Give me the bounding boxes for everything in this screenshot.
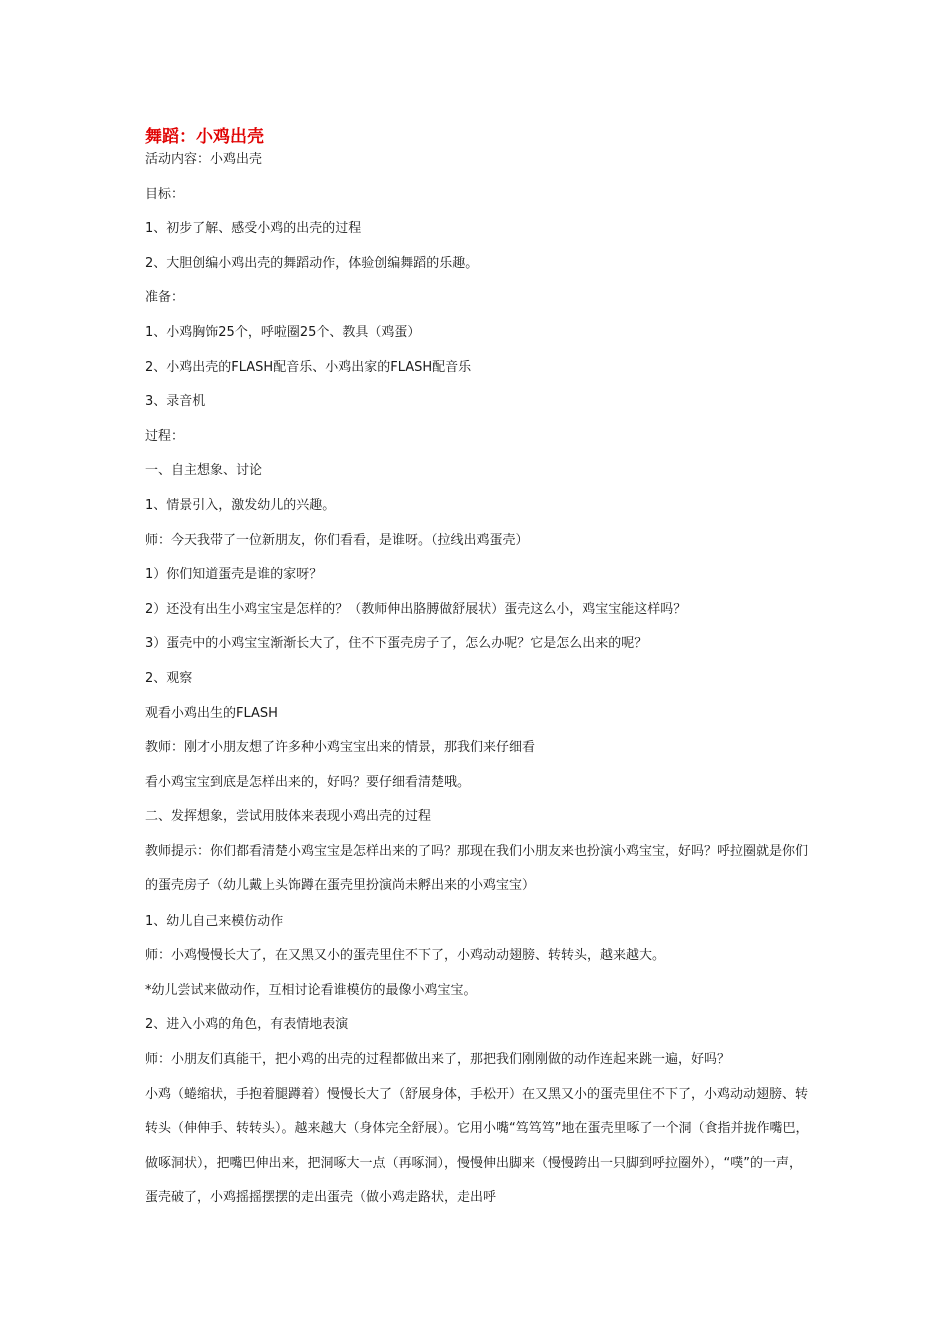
preparation-item-2: 2、小鸡出壳的FLASH配音乐、小鸡出家的FLASH配音乐 (145, 359, 472, 375)
document-title: 舞蹈：小鸡出壳 (145, 127, 264, 147)
question-item: 1）你们知道蛋壳是谁的家呀？ (145, 567, 323, 583)
section-two-heading: 二、发挥想象，尝试用肢体来表现小鸡出壳的过程 (145, 809, 432, 825)
step-paragraph: 师：小朋友们真能干，把小鸡的出壳的过程都做出来了，那把我们刚刚做的动作连起来跳一遍，好吗？ (145, 1052, 731, 1068)
activity-content: 活动内容：小鸡出壳 (145, 152, 263, 167)
step-paragraph: 师：今天我带了一位新朋友，你们看看，是谁呀。（拉线出鸡蛋壳） (145, 532, 529, 548)
step-paragraph: *幼儿尝试来做动作，互相讨论看谁模仿的最像小鸡宝宝。 (145, 982, 477, 998)
step-paragraph: 1、幼儿自己来模仿动作 (145, 913, 284, 929)
preparation-item-1: 1、小鸡胸饰25个，呼啦圈25个、教具（鸡蛋） (145, 324, 421, 340)
step-paragraph: 看小鸡宝宝到底是怎样出来的，好吗？要仔细看清楚哦。 (145, 774, 471, 790)
goals-heading: 目标： (145, 186, 185, 202)
section-one-heading: 一、自主想象、讨论 (145, 463, 263, 479)
step-paragraph: 教师提示：你们都看清楚小鸡宝宝是怎样出来的了吗？那现在我们小朋友来也扮演小鸡宝宝，好吗？呼拉圈就是你们的蛋壳房子（幼儿戴上头饰蹲在蛋壳里扮演尚未孵出来的小鸡宝宝） (145, 843, 809, 894)
goal-item-2: 2、大胆创编小鸡出壳的舞蹈动作，体验创编舞蹈的乐趣。 (145, 255, 479, 271)
step-paragraph: 师：小鸡慢慢长大了，在又黑又小的蛋壳里住不下了，小鸡动动翅膀、转转头，越来越大。 (145, 948, 666, 964)
process-heading: 过程： (145, 428, 185, 444)
question-item: 3）蛋壳中的小鸡宝宝渐渐长大了，住不下蛋壳房子了，怎么办呢？它是怎么出来的呢？ (145, 636, 648, 652)
document-page (145, 124, 810, 1209)
question-item: 2）还没有出生小鸡宝宝是怎样的？（教师伸出胳膊做舒展状）蛋壳这么小，鸡宝宝能这样吗？ (145, 601, 687, 617)
step-paragraph: 2、观察 (145, 670, 193, 686)
step-paragraph: 1、情景引入，激发幼儿的兴趣。 (145, 497, 336, 513)
goal-item-1: 1、初步了解、感受小鸡的出壳的过程 (145, 221, 362, 237)
step-paragraph: 教师：刚才小朋友想了许多种小鸡宝宝出来的情景，那我们来仔细看 (145, 740, 536, 756)
step-paragraph: 2、进入小鸡的角色，有表情地表演 (145, 1017, 349, 1033)
preparation-heading: 准备： (145, 290, 185, 306)
preparation-item-3: 3、录音机 (145, 394, 206, 410)
step-paragraph: 观看小鸡出生的FLASH (145, 705, 278, 721)
step-paragraph: 小鸡（蜷缩状，手抱着腿蹲着）慢慢长大了（舒展身体，手松开）在又黑又小的蛋壳里住不下了，小鸡动动翅膀、转转头（伸伸手、转转头）。越来越大（身体完全舒展）。它用小嘴“笃笃笃”地在蛋壳里啄了一个洞（食指并拢作嘴巴，做啄洞状），把嘴巴伸出来，把洞啄大一点（再啄洞），慢慢伸出脚来（慢慢跨出一只脚到呼拉圈外），“噗”的一声，蛋壳破了，小鸡摇摇摆摆的走出蛋壳（做小鸡走路状，走出呼 (145, 1086, 809, 1206)
